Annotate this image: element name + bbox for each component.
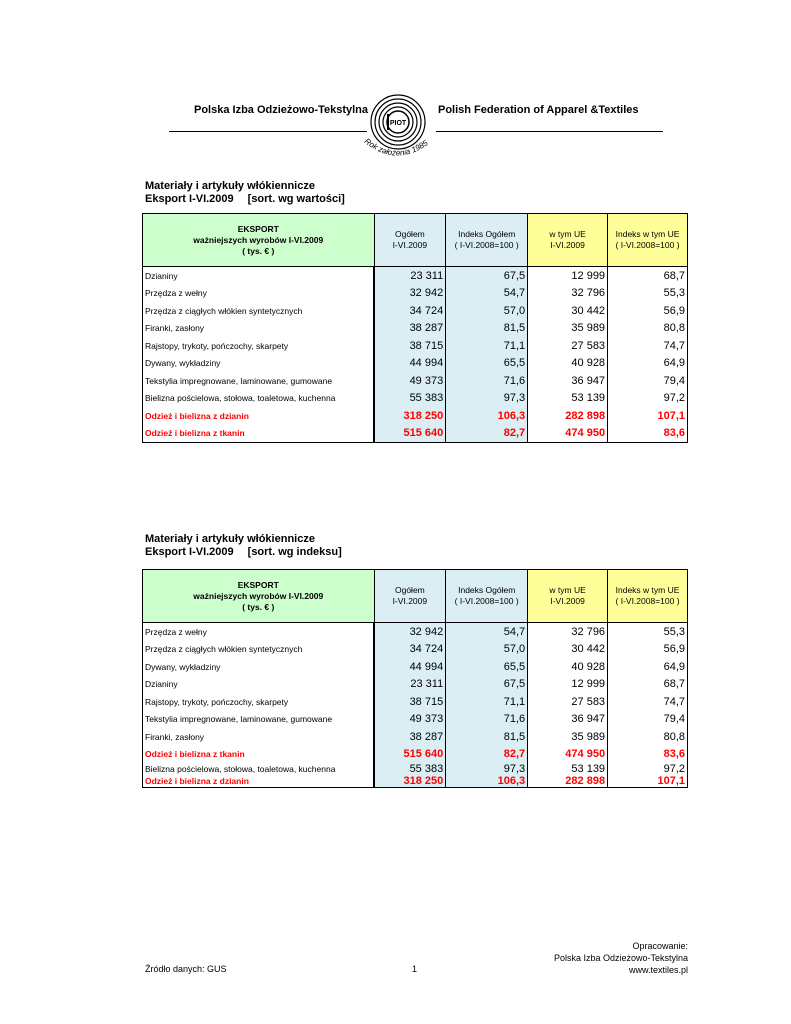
row-total-index-cell: 106,3: [446, 407, 528, 425]
row-eu-cell: 53 139: [571, 763, 606, 775]
row-name-cell: Dywany, wykładziny: [143, 355, 375, 373]
row-eu-index-cell: 56,9: [608, 641, 688, 659]
row-total-index-cell: 65,5: [446, 658, 528, 676]
table1-title: Materiały i artykuły włókiennicze Eksport I-VI.2009 [sort. wg wartości]: [145, 180, 345, 205]
row-eu-cell: 40 928: [571, 357, 606, 370]
row-total-cell: 318 250: [374, 775, 446, 788]
row-total-cell: 515 640: [374, 425, 446, 443]
row-total-cell: 34 724: [374, 302, 446, 320]
page-number: 1: [412, 964, 418, 974]
row-total-cell: 23 311: [374, 676, 446, 694]
table-row: [143, 763, 688, 775]
row-name-cell: Odzież i bielizna z dzianin: [143, 407, 375, 425]
row-total-index-cell: 82,7: [446, 425, 528, 443]
row-eu-cell: 32 796: [571, 625, 606, 638]
row-eu-cell: 282 898: [528, 775, 608, 788]
row-name-cell: Tekstylia impregnowane, laminowane, gumowane: [143, 711, 375, 729]
row-name-cell: Przędza z ciągłych włókien syntetycznych: [143, 641, 375, 659]
row-total-index-cell: 67,5: [446, 676, 528, 694]
row-eu-index-cell: 55,3: [608, 623, 688, 641]
row-total-index-cell: 57,0: [446, 302, 528, 320]
row-total-index-cell: 106,3: [446, 775, 528, 788]
header-eu-cell: w tym UE I-VI.2009: [528, 570, 608, 623]
row-name-cell: Tekstylia impregnowane, laminowane, gumowane: [143, 372, 375, 390]
row-eu-index-cell: 56,9: [608, 302, 688, 320]
table-row: [143, 302, 688, 320]
row-name-cell: Odzież i bielizna z tkanin: [143, 746, 375, 764]
table-row: [143, 407, 688, 425]
row-total-cell: 38 715: [374, 693, 446, 711]
table-row: [143, 285, 688, 303]
footer-source: Źródło danych: GUS: [145, 964, 227, 974]
table-row: [143, 641, 688, 659]
row-eu-index-cell: 107,1: [608, 775, 688, 788]
row-eu-cell: 474 950: [565, 748, 606, 761]
header-rule-left: [169, 131, 367, 132]
header-total-cell: Ogółem I-VI.2009: [374, 214, 446, 267]
row-eu-index-cell: 74,7: [608, 693, 688, 711]
row-eu-index-cell: 97,2: [608, 763, 688, 775]
table-row: [143, 267, 688, 285]
row-eu-cell: 474 950: [528, 425, 608, 443]
row-total-cell: 55 383: [374, 763, 446, 775]
row-eu-cell: 35 989: [571, 322, 606, 335]
row-total-cell: 44 994: [374, 658, 446, 676]
header-name-cell: EKSPORT ważniejszych wyrobów I-VI.2009 ( tys. € ): [143, 570, 375, 623]
row-eu-cell: 35 989: [571, 730, 606, 743]
row-total-cell: 55 383: [374, 390, 446, 408]
row-eu-index-cell: 80,8: [608, 320, 688, 338]
row-total-cell: 515 640: [374, 746, 446, 764]
row-eu-index-cell: 74,7: [608, 337, 688, 355]
row-name-cell: Odzież i bielizna z tkanin: [143, 425, 375, 443]
header-total-index-cell: Indeks Ogółem ( I-VI.2008=100 ): [446, 214, 528, 267]
row-eu-cell: 32 796: [571, 287, 606, 300]
row-name-cell: Firanki, zasłony: [143, 728, 375, 746]
row-eu-index-cell: 83,6: [608, 425, 688, 443]
row-name-cell: Przędza z wełny: [143, 285, 375, 303]
row-name-cell: Dzianiny: [143, 267, 375, 285]
row-eu-index-cell: 55,3: [608, 285, 688, 303]
row-eu-cell: 12 999: [571, 678, 606, 691]
header-left-title: Polska Izba Odzieżowo-Tekstylna: [194, 104, 369, 116]
table-header-row: [143, 570, 688, 623]
header-total-cell: Ogółem I-VI.2009: [374, 570, 446, 623]
row-total-cell: 38 287: [374, 320, 446, 338]
row-eu-cell: 36 947: [571, 713, 606, 726]
header-rule-right: [436, 131, 663, 132]
row-eu-index-cell: 80,8: [608, 728, 688, 746]
table-row: [143, 425, 688, 443]
row-total-index-cell: 71,1: [446, 337, 528, 355]
row-eu-cell: 53 139: [571, 392, 606, 405]
table2-title: Materiały i artykuły włókiennicze Eksport I-VI.2009 [sort. wg indeksu]: [145, 533, 342, 558]
header-eu-cell: w tym UE I-VI.2009: [528, 214, 608, 267]
row-eu-index-cell: 79,4: [608, 372, 688, 390]
row-total-cell: 318 250: [374, 407, 446, 425]
row-total-index-cell: 82,7: [446, 746, 528, 764]
logo-arc-text: Rok założenia 1985: [362, 136, 430, 158]
row-name-cell: Przędza z ciągłych włókien syntetycznych: [143, 302, 375, 320]
table-row: [143, 746, 688, 764]
table-header-row: [143, 214, 688, 267]
table-row: [143, 676, 688, 694]
row-name-cell: Dzianiny: [143, 676, 375, 694]
row-name-cell: Rajstopy, trykoty, pończochy, skarpety: [143, 693, 375, 711]
table-row: [143, 711, 688, 729]
row-total-cell: 38 715: [374, 337, 446, 355]
header-name-cell: EKSPORT ważniejszych wyrobów I-VI.2009 ( tys. € ): [143, 214, 375, 267]
row-eu-index-cell: 64,9: [608, 658, 688, 676]
row-total-index-cell: 81,5: [446, 320, 528, 338]
header-right-title: Polish Federation of Apparel &Textiles: [438, 104, 639, 116]
row-total-index-cell: 71,6: [446, 372, 528, 390]
row-total-index-cell: 81,5: [446, 728, 528, 746]
row-name-cell: Dywany, wykładziny: [143, 658, 375, 676]
header-eu-index-cell: Indeks w tym UE ( I-VI.2008=100 ): [608, 570, 688, 623]
row-name-cell: Odzież i bielizna z dzianin: [143, 775, 375, 788]
row-eu-index-cell: 79,4: [608, 711, 688, 729]
table-row: [143, 355, 688, 373]
row-eu-index-cell: 68,7: [608, 676, 688, 694]
row-eu-cell: 30 442: [571, 643, 606, 656]
row-eu-cell: 27 583: [571, 339, 606, 352]
header-total-index-cell: Indeks Ogółem ( I-VI.2008=100 ): [446, 570, 528, 623]
row-total-index-cell: 71,6: [446, 711, 528, 729]
row-total-index-cell: 54,7: [446, 623, 528, 641]
row-total-index-cell: 97,3: [446, 390, 528, 408]
row-name-cell: Firanki, zasłony: [143, 320, 375, 338]
table-row: [143, 693, 688, 711]
row-eu-cell: 27 583: [571, 695, 606, 708]
row-eu-index-cell: 107,1: [608, 407, 688, 425]
table-row: [143, 320, 688, 338]
export-table-by-value: [142, 213, 688, 443]
row-total-index-cell: 54,7: [446, 285, 528, 303]
row-total-index-cell: 67,5: [446, 267, 528, 285]
row-name-cell: Bielizna pościelowa, stołowa, toaletowa, kuchenna: [143, 763, 375, 775]
row-total-cell: 34 724: [374, 641, 446, 659]
row-eu-cell: 282 898: [565, 409, 606, 422]
row-total-index-cell: 71,1: [446, 693, 528, 711]
table-row: [143, 390, 688, 408]
row-eu-cell: 30 442: [571, 304, 606, 317]
row-total-cell: 23 311: [374, 267, 446, 285]
row-total-cell: 49 373: [374, 372, 446, 390]
row-name-cell: Rajstopy, trykoty, pończochy, skarpety: [143, 337, 375, 355]
footer-credit: Opracowanie: Polska Izba Odzieżowo-Tekstylna www.textiles.pl: [553, 941, 688, 975]
table-row: [143, 623, 688, 641]
row-eu-index-cell: 83,6: [608, 746, 688, 764]
table-row: [143, 775, 688, 788]
export-table-by-index: [142, 569, 688, 788]
row-eu-cell: 12 999: [571, 269, 606, 282]
row-total-cell: 32 942: [374, 285, 446, 303]
row-eu-cell: 36 947: [571, 374, 606, 387]
header-eu-index-cell: Indeks w tym UE ( I-VI.2008=100 ): [608, 214, 688, 267]
table-row: [143, 728, 688, 746]
row-total-index-cell: 57,0: [446, 641, 528, 659]
row-eu-index-cell: 68,7: [608, 267, 688, 285]
row-total-cell: 44 994: [374, 355, 446, 373]
row-name-cell: Przędza z wełny: [143, 623, 375, 641]
row-total-cell: 49 373: [374, 711, 446, 729]
row-total-cell: 32 942: [374, 623, 446, 641]
row-total-index-cell: 65,5: [446, 355, 528, 373]
row-eu-cell: 40 928: [571, 660, 606, 673]
logo-text: PIOT: [389, 120, 407, 127]
row-total-index-cell: 97,3: [446, 763, 528, 775]
piot-logo: [358, 92, 438, 170]
row-total-cell: 38 287: [374, 728, 446, 746]
table-row: [143, 658, 688, 676]
row-eu-index-cell: 64,9: [608, 355, 688, 373]
table-row: [143, 372, 688, 390]
row-name-cell: Bielizna pościelowa, stołowa, toaletowa, kuchenna: [143, 390, 375, 408]
table-row: [143, 337, 688, 355]
row-eu-index-cell: 97,2: [608, 390, 688, 408]
